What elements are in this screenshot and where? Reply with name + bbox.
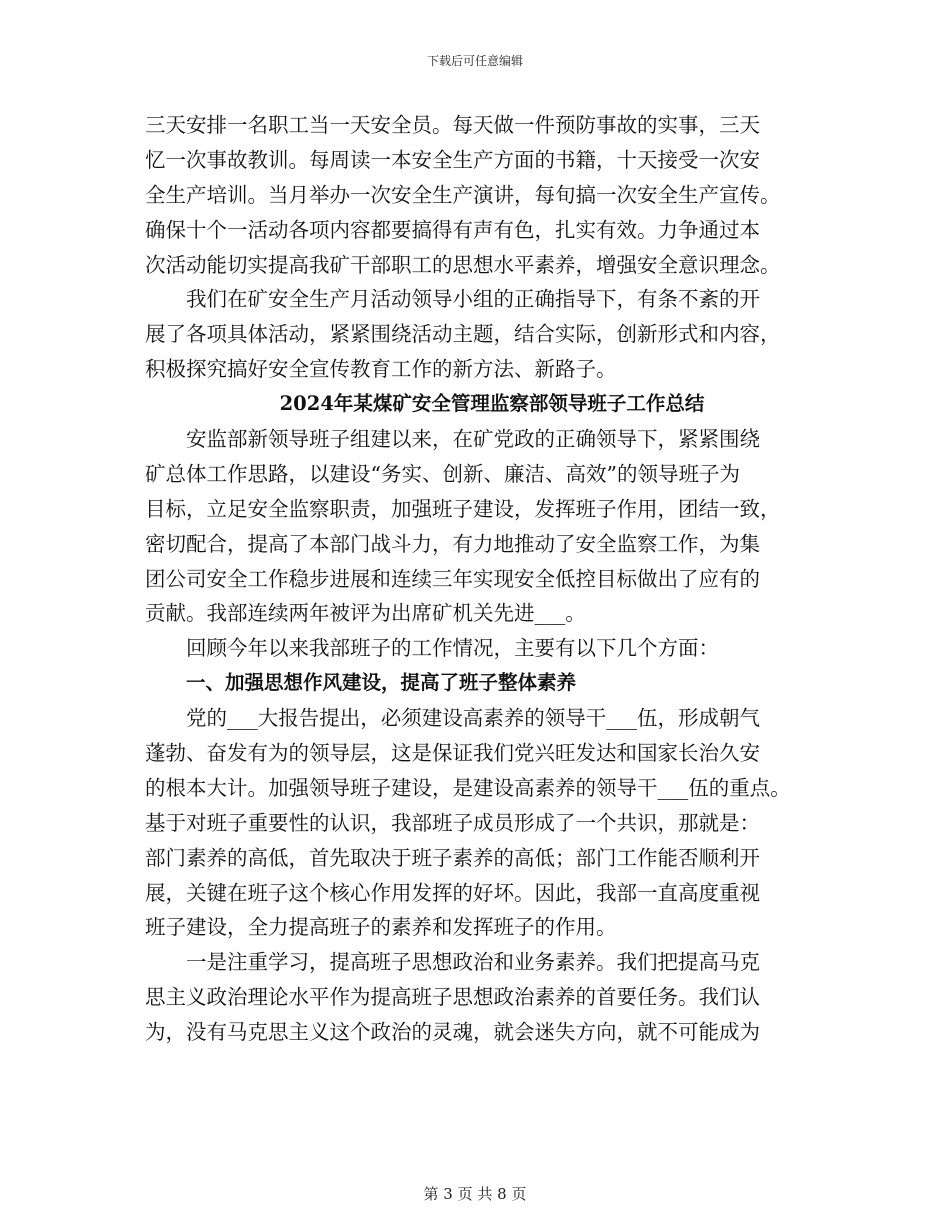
body-line: 积极探究搞好安全宣传教育工作的新方法、新路子。 xyxy=(145,357,617,382)
body-line: 忆一次事故教训。每周读一本安全生产方面的书籍，十天接受一次安 xyxy=(145,147,760,172)
body-line: 展了各项具体活动，紧紧围绕活动主题，结合实际，创新形式和内容， xyxy=(145,322,781,347)
body-line: 安监部新领导班子组建以来，在矿党政的正确领导下，紧紧围绕 xyxy=(186,427,760,452)
body-line: 目标，立足安全监察职责，加强班子建设，发挥班子作用，团结一致， xyxy=(145,496,781,521)
body-line: 基于对班子重要性的认识，我部班子成员形成了一个共识，那就是： xyxy=(145,810,760,835)
body-line: 党的___大报告提出，必须建设高素养的领导干___伍，形成朝气 xyxy=(186,706,760,731)
document-body xyxy=(145,108,817,1050)
body-line: 回顾今年以来我部班子的工作情况，主要有以下几个方面： xyxy=(186,636,719,661)
body-line: 部门素养的高低，首先取决于班子素养的高低；部门工作能否顺利开 xyxy=(145,845,760,870)
body-line: 一是注重学习，提高班子思想政治和业务素养。我们把提高马克 xyxy=(186,950,760,975)
body-line: 思主义政治理论水平作为提高班子思想政治素养的首要任务。我们认 xyxy=(145,985,760,1010)
body-line: 为，没有马克思主义这个政治的灵魂，就会迷失方向，就不可能成为 xyxy=(145,1020,760,1045)
section-heading: 一、加强思想作风建设，提高了班子整体素养 xyxy=(186,671,577,695)
body-line: 展，关键在班子这个核心作用发挥的好坏。因此，我部一直高度重视 xyxy=(145,880,760,905)
body-line: 团公司安全工作稳步进展和连续三年实现安全低控目标做出了应有的 xyxy=(145,566,760,591)
body-line: 全生产培训。当月举办一次安全生产演讲，每旬搞一次安全生产宣传。 xyxy=(145,182,781,207)
page-footer: 第 3 页 共 8 页 xyxy=(423,1185,527,1203)
body-line: 密切配合，提高了本部门战斗力，有力地推动了安全监察工作，为集 xyxy=(145,531,760,556)
body-line: 的根本大计。加强领导班子建设，是建设高素养的领导干___伍的重点。 xyxy=(145,775,791,800)
page-header: 下载后可任意编辑 xyxy=(426,54,523,68)
body-line: 我们在矿安全生产月活动领导小组的正确指导下，有条不紊的开 xyxy=(186,287,760,312)
body-line: 贡献。我部连续两年被评为出席矿机关先进___。 xyxy=(145,601,586,626)
body-line: 矿总体工作思路，以建设“务实、创新、廉洁、高效”的领导班子为 xyxy=(145,461,740,486)
body-line: 三天安排一名职工当一天安全员。每天做一件预防事故的实事，三天 xyxy=(145,113,760,137)
document-title: 2024年某煤矿安全管理监察部领导班子工作总结 xyxy=(279,392,705,416)
body-line: 蓬勃、奋发有为的领导层，这是保证我们党兴旺发达和国家长治久安 xyxy=(145,741,760,766)
body-line: 确保十个一活动各项内容都要搞得有声有色，扎实有效。力争通过本 xyxy=(145,217,760,242)
body-line: 次活动能切实提高我矿干部职工的思想水平素养，增强安全意识理念。 xyxy=(145,252,781,277)
body-line: 班子建设，全力提高班子的素养和发挥班子的作用。 xyxy=(145,915,617,940)
